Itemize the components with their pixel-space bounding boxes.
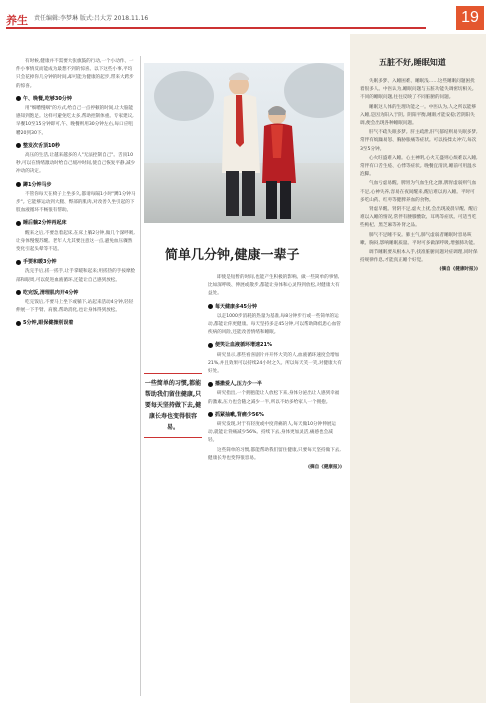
article-headline: 简单几分钟,健康一辈子 [165, 248, 300, 263]
paragraph: 醒来之后,不要急着起床,在床上躺2分钟,做几个深呼吸,让身体慢慢苏醒。老年人尤其要注意这一点,避免血压骤然变化引起头晕等不适。 [16, 230, 135, 253]
paragraph: 高压的生活,让越来越多的人"无法控制自己"。舌顶10秒,可以在情绪激动时给自己缓冲时间,使自己恢复平静,减少冲动的决定。 [16, 153, 136, 175]
section-heading [208, 303, 342, 311]
middle-column [208, 274, 342, 472]
section-title: 手要和暖3分钟 [23, 259, 57, 266]
sidebar-title: 五脏不好,睡眠知道 [379, 57, 446, 67]
section-heading [208, 411, 342, 419]
section-title: 养生 [6, 14, 28, 27]
section-title: 吃完饭,清理肌肉开4分钟 [23, 289, 79, 296]
paragraph: 研究指出,一个拥抱能让人放松下来,身体分泌出让人感到幸福的激素,压力也会随之减少一半,所以不妨多给家人一个拥抱。 [208, 391, 340, 405]
paragraph: 以走1000步消耗的热量为基准,每8分钟步行或一些简单的运动,都能让你更健康。每天坚持多走45分钟,可以帮助降低患心血管疾病的风险,还能改善情绪和睡眠。 [208, 313, 341, 336]
section-heading [16, 319, 136, 327]
paragraph: 调节睡眠要从根本入手,找准脏腑问题对症调理,同时保持规律作息,才能真正睡个好觉。 [360, 250, 478, 264]
section-title: 抓紧抽嗽,背痛少56% [215, 411, 264, 418]
source-credit: (摘自《健康报》) [307, 465, 342, 471]
paragraph: 用"细嚼慢咽"的方式,给自己一点停顿的时间,让大脑能感知到饱足。这样可避免吃太多,帮助控制体重。专家建议,早餐10至15分钟即可,午、晚餐则用30分钟左右,每口应咀嚼20到30下。 [16, 106, 134, 136]
paragraph: 肝气不疏失眠多梦。肝主疏泄,肝气郁结则易失眠多梦,常伴有烦躁易怒、胸胁胀痛等症状。可以按揉太冲穴,每次3至5分钟。 [360, 130, 478, 152]
section-heading [16, 258, 136, 266]
paragraph: 不管你每天在椅子上坐多久,都请每隔1小时"蹲1分钟马步"。它能够运动到大腿、臀部的肌肉,对改善久坐引起的下肢血液循环不畅很有帮助。 [16, 191, 136, 214]
right-column [360, 78, 478, 275]
left-column [16, 58, 136, 330]
section-heading [208, 380, 342, 388]
paragraph: 研究发现,对于有轻度或中度背痛的人,每天做10分钟伸展运动,就能让背痛减少56%。持续下去,身体更加灵活,痛感也会减轻。 [208, 422, 337, 444]
section-heading [16, 142, 136, 150]
section-heading [16, 181, 136, 189]
elderly-couple-photo [144, 63, 344, 223]
section-title: 午、晚餐,吃够30分钟 [23, 95, 72, 102]
section-heading [16, 95, 136, 103]
paragraph: 研究显示,那些看喜剧片并开怀大笑的人,血液循环速度会增加21%,并且效果可以持续24小时之久。所以每天笑一笑,对健康大有好处。 [208, 352, 342, 375]
section-title: 每天健康多45分钟 [215, 303, 257, 310]
paragraph: 心火旺盛难入睡。心主神明,心火亢盛则心烦难以入睡,常伴有口舌生疮、心悸等症状。晚餐宜清淡,睡前可用温水泡脚。 [360, 155, 478, 178]
section-title: 便笑让血液循环增速21% [215, 342, 272, 349]
paragraph: 吃完饭后,不要马上坐下或躺下,站起来活动4分钟,轻轻伸展一下手臂、肩膀,帮助消化,也让身体得到放松。 [16, 300, 134, 314]
header-rule [6, 27, 426, 29]
section-heading [16, 289, 136, 297]
pull-quote: 一些简单的习惯,都能帮助我们留住健康,只要每天坚持做下去,健康长寿也变得很容易。 [144, 373, 202, 438]
paragraph: 即使是短暂的时间,也能产生积极的影响。做一些简单的事情,比如深呼吸、伸展或散步,都能让身体和心灵得到放松,对健康大有益处。 [208, 275, 340, 297]
section-title: 睡后躺2分钟再起床 [23, 220, 67, 227]
section-title: 5分钟,眼保健操别误着 [23, 320, 74, 327]
paragraph: 洗完手后,搓一搓手,让手掌暖和起来;用搓热的手按摩脸部和眼周,可以促进血液循环,还能让自己感到放松。 [16, 269, 136, 283]
section-heading [16, 219, 136, 227]
paragraph: 失眠多梦、入睡困难、睡眠浅……这些睡眠问题困扰着很多人。中医认为,睡眠问题与五脏功能失调密切相关。不同的睡眠问题,往往反映了不同脏腑的问题。 [360, 79, 477, 101]
section-heading [208, 341, 342, 349]
editor-info: 责任编辑:李梦琳 版式:吕大芳 2018.11.16 [34, 15, 149, 22]
section-title: 播撒爱人,压力少一半 [215, 381, 262, 388]
paragraph: 睡眠这人体的生理功能之一。中医认为,人之所以能够入睡,是因为阳入于阴。阴阳平衡,睡眠才能安稳;若阴阳失调,便会出现各种睡眠问题。 [360, 104, 477, 127]
page-header [0, 0, 486, 34]
page-number: 19 [456, 6, 484, 30]
paragraph: 肺气不足睡不安。肺主气,肺气虚弱者睡眠时容易咳嗽、胸闷,影响睡眠质量。平时可多做深呼吸,增强肺功能。 [360, 232, 478, 246]
section-title: 蹲1分钟马步 [23, 181, 52, 188]
intro-paragraph: 有时候,健康并不需要大张旗鼓的行动,一个小动作、一件小事情反而能成为最想不到的惊喜。以下这些小事,平均只会花掉你几分钟的时间,却可能为健康的起步,带来大跨步的惊喜。 [16, 59, 134, 89]
paragraph: 肾虚早醒。肾阴不足,虚火上扰,会出现凌晨早醒、醒后难以入睡的情况,常伴有腰膝酸软、耳鸣等症状。可适当吃些枸杞、黑芝麻等补肾之品。 [360, 207, 478, 229]
paragraph: 这些简单的习惯,都能帮助我们留住健康,只要每天坚持做下去,健康长寿也变得很容易。 [208, 447, 341, 461]
paragraph: 气血亏虚易醒。脾胃为气血生化之源,脾胃虚弱则气血不足,心神失养,容易在夜间醒来,醒后难以再入睡。平时可多吃山药、红枣等健脾养血的食物。 [360, 181, 477, 203]
source-credit: (摘自《健康时报》) [439, 267, 478, 273]
column-divider [140, 56, 141, 696]
section-title: 整发次舌顶10秒 [23, 142, 60, 149]
